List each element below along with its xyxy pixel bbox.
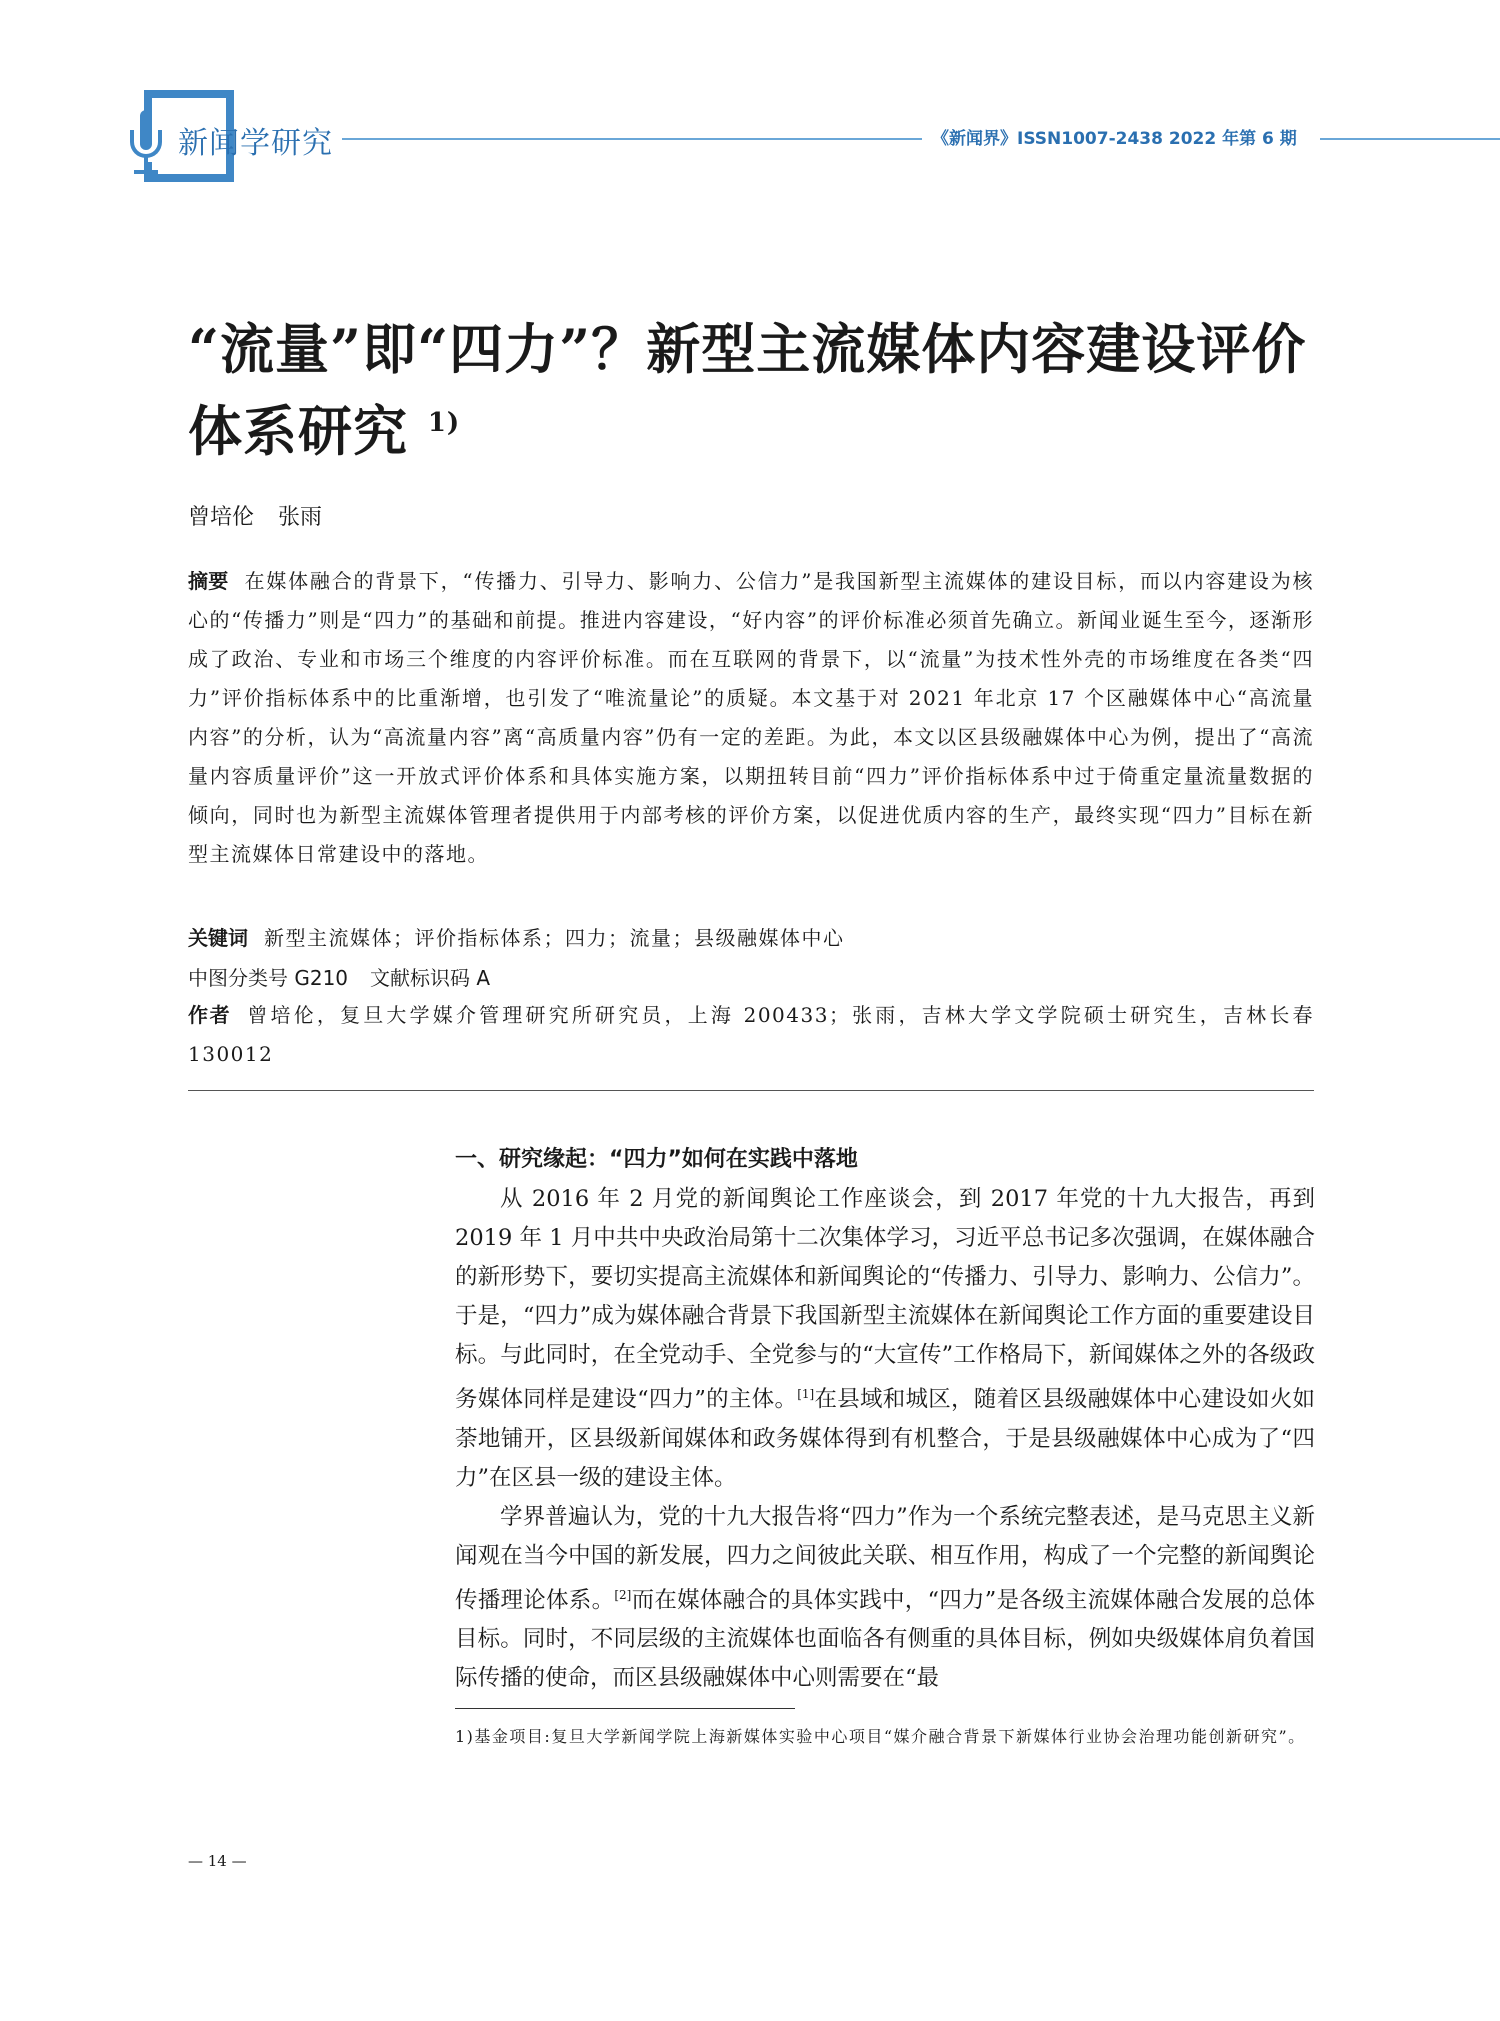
section-heading: 一、研究缘起：“四力”如何在实践中落地 [455, 1147, 858, 1172]
classification-number: 中图分类号 G210 [188, 966, 349, 990]
body-paragraph: 从 2016 年 2 月党的新闻舆论工作座谈会，到 2017 年党的十九大报告，再到 2019 年 1 月中共中央政治局第十二次集体学习，习近平总书记多次强调，在媒体融合的新形势下，要切实提高主流媒体和新闻舆论的“传播力、引导力、影响力、公信力”。于是，“四力”成为媒体融合背景下我国新型主流媒体在新闻舆论工作方面的重要建设目标。与此同时，在全党动手、全党参与的“大宣传”工作格局下，新闻媒体之外的各级政务媒体同样是建设“四力”的主体。[1]在县域和城区，随着区县级融媒体中心建设如火如荼地铺开，区县级新闻媒体和政务媒体得到有机整合，于是县级融媒体中心成为了“四力”在区县一级的建设主体。 [455, 1186, 1315, 1491]
classification-line [188, 962, 490, 991]
document-code: 文献标识码 A [370, 966, 491, 990]
author-name: 曾培伦 [188, 505, 255, 530]
header-rule [1320, 138, 1500, 140]
author-info [188, 996, 1314, 1074]
author-list [188, 500, 322, 531]
footnote: 1)基金项目:复旦大学新闻学院上海新媒体实验中心项目“媒介融合背景下新媒体行业协会治理功能创新研究”。 [455, 1727, 1306, 1746]
abstract-text: 在媒体融合的背景下，“传播力、引导力、影响力、公信力”是我国新型主流媒体的建设目标，而以内容建设为核心的“传播力”则是“四力”的基础和前提。推进内容建设，“好内容”的评价标准必须首先确立。新闻业诞生至今，逐渐形成了政治、专业和市场三个维度的内容评价标准。而在互联网的背景下，以“流量”为技术性外壳的市场维度在各类“四力”评价指标体系中的比重渐增，也引发了“唯流量论”的质疑。本文基于对 2021 年北京 17 个区融媒体中心“高流量内容”的分析，认为“高流量内容”离“高质量内容”仍有一定的差距。为此，本文以区县级融媒体中心为例，提出了“高流量内容质量评价”这一开放式评价体系和具体实施方案，以期扭转目前“四力”评价指标体系中过于倚重定量流量数据的倾向，同时也为新型主流媒体管理者提供用于内部考核的评价方案，以促进优质内容的生产，最终实现“四力”目标在新型主流媒体日常建设中的落地。 [188, 569, 1315, 866]
author-info-text: 曾培伦，复旦大学媒介管理研究所研究员，上海 200433；张雨，吉林大学文学院硕士研究生，吉林长春 130012 [188, 1003, 1314, 1066]
abstract [188, 562, 1314, 874]
journal-info: 《新闻界》ISSN1007-2438 2022 年第 6 期 [932, 129, 1297, 149]
article-body [455, 1140, 1315, 1698]
author-name: 张雨 [278, 505, 323, 530]
section-name: 新闻学研究 [178, 126, 333, 161]
section-divider [188, 1090, 1314, 1091]
keywords [188, 922, 845, 951]
citation-ref[interactable]: [1] [797, 1387, 815, 1401]
body-paragraph: 学界普遍认为，党的十九大报告将“四力”作为一个系统完整表述，是马克思主义新闻观在当今中国的新发展，四力之间彼此关联、相互作用，构成了一个完整的新闻舆论传播理论体系。[2]而在媒体融合的具体实践中，“四力”是各级主流媒体融合发展的总体目标。同时，不同层级的主流媒体也面临各有侧重的具体目标，例如央级媒体肩负着国际传播的使命，而区县级融媒体中心则需要在“最 [455, 1503, 1315, 1691]
abstract-label: 摘要 [188, 569, 229, 593]
footnote-rule [455, 1708, 795, 1709]
keywords-text: 新型主流媒体；评价指标体系；四力；流量；县级融媒体中心 [264, 926, 845, 950]
header-rule [342, 138, 922, 140]
author-info-label: 作者 [188, 1003, 232, 1027]
citation-ref[interactable]: [2] [614, 1587, 632, 1602]
article-title: “流量”即“四力”？新型主流媒体内容建设评价体系研究 $^{1)}$ [188, 317, 1307, 463]
page-number: — 14 — [188, 1852, 247, 1870]
title-note-ref[interactable]: 1) [427, 408, 461, 438]
keywords-label: 关键词 [188, 926, 248, 950]
